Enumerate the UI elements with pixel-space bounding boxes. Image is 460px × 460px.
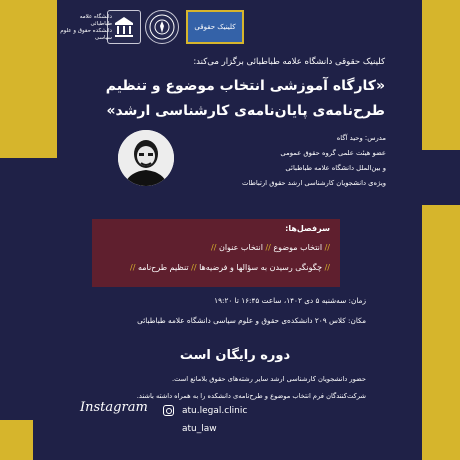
instructor-name: مدرس: وحید آگاه: [336, 134, 386, 142]
event-time: زمان: سه‌شنبه ۵ دی ۱۴۰۲، ساعت ۱۶:۴۵ تا ۱۹:۲۰: [214, 296, 366, 305]
clinic-badge: کلینیک حقوقی: [186, 10, 244, 44]
instagram-handles: [182, 402, 247, 438]
eligibility-note: حضور دانشجویان کارشناسی ارشد سایر رشته‌های حقوق بلامانع است.: [172, 375, 366, 383]
free-course-title: دوره رایگان است: [179, 348, 291, 363]
instructor-info: [192, 131, 386, 191]
topics-box: [92, 219, 340, 287]
instructor-affiliation: و بین‌الملل دانشگاه علامه طباطبائی: [285, 164, 386, 172]
instagram-handle-law[interactable]: atu_law: [182, 424, 217, 434]
clinic-logo: [186, 10, 244, 44]
page-title: «کارگاه آموزشی انتخاب موضوع و تنظیم طرح‌نامه‌ی پایان‌نامه‌ی کارشناسی ارشد»: [105, 78, 385, 119]
instagram-handle-clinic[interactable]: atu.legal.clinic: [182, 406, 248, 416]
topic-line-1: // انتخاب موضوع // انتخاب عنوان //: [211, 243, 330, 252]
university-name: دانشگاه علامه طباطبائی دانشکده حقوق و علوم سیاسی: [60, 14, 112, 41]
decorative-bar-bottom-right: [422, 205, 460, 460]
university-emblem-icon: [107, 10, 141, 44]
topics-heading: سرفصل‌ها:: [285, 224, 330, 233]
seal-icon: [145, 10, 179, 44]
host-line: کلینیک حقوقی دانشگاه علامه طباطبائی برگزار می‌کند:: [193, 57, 385, 67]
instructor-position: عضو هیئت علمی گروه حقوق عمومی: [280, 149, 386, 157]
instagram-icon: [163, 405, 174, 416]
seal-logo: [145, 10, 179, 44]
instagram-label: Instagram: [80, 400, 148, 415]
topic-line-2: // چگونگی رسیدن به سؤالها و فرضیه‌ها // تنظیم طرح‌نامه //: [130, 263, 330, 272]
audience-note: ویژه‌ی دانشجویان کارشناسی ارشد حقوق ارتباطات: [241, 179, 386, 187]
decorative-bar-bottom-left: [0, 420, 33, 460]
instructor-portrait: [118, 130, 174, 186]
requirement-note: شرکت‌کنندگان فرم انتخاب موضوع و طرح‌نامه‌ی دانشکده را به همراه داشته باشند.: [136, 392, 366, 400]
event-location: مکان: کلاس ۲۰۹ دانشکده‌ی حقوق و علوم سیاسی دانشگاه علامه طباطبائی: [137, 316, 366, 325]
university-logo: [107, 10, 141, 44]
logos-row: [0, 10, 460, 44]
